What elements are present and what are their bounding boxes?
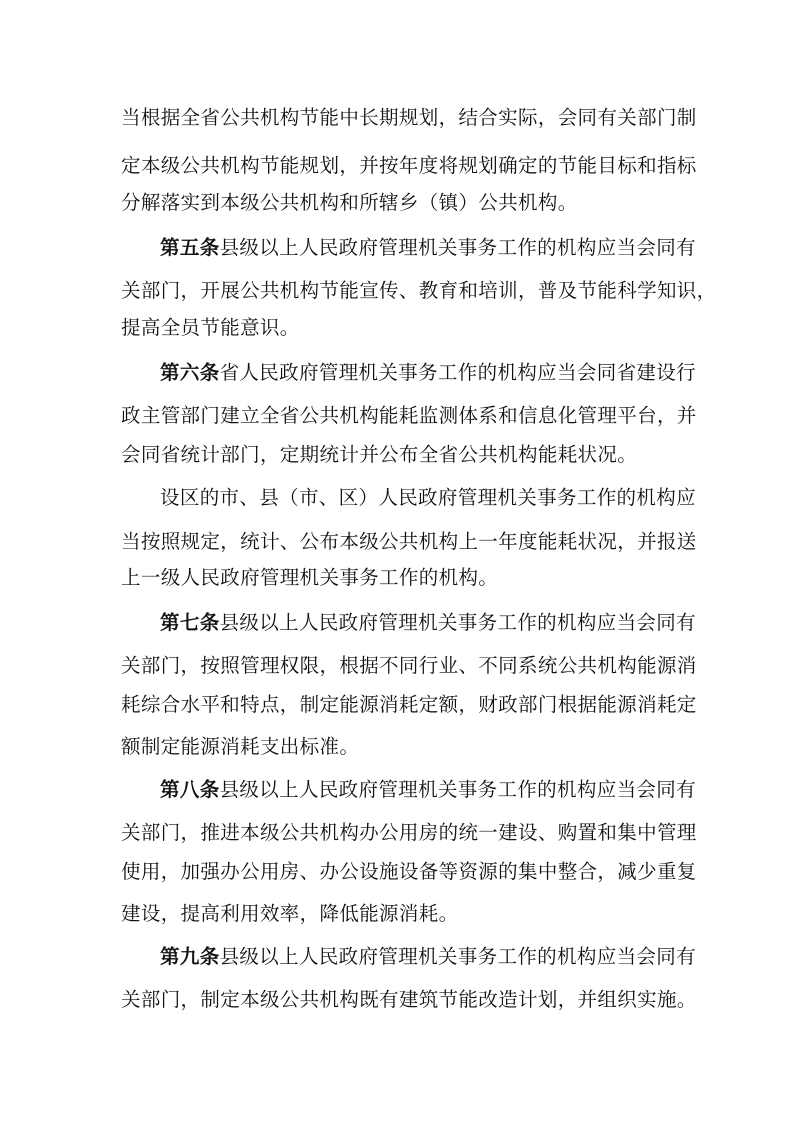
article-text: 县级以上人民政府管理机关事务工作的机构应当会同有 [219, 611, 696, 634]
article-label: 第八条 [160, 778, 220, 801]
paragraph-line: 上一级人民政府管理机关事务工作的机构。 [121, 566, 499, 589]
paragraph-line: 政主管部门建立全省公共机构能耗监测体系和信息化管理平台，并 [121, 404, 697, 427]
paragraph-line: 使用，加强办公用房、办公设施设备等资源的集中整合，减少重复 [121, 860, 697, 883]
article-9-first-line [160, 945, 696, 969]
article-label: 第七条 [160, 611, 220, 634]
article-label: 第六条 [160, 361, 220, 384]
article-text: 县级以上人民政府管理机关事务工作的机构应当会同有 [219, 778, 696, 801]
paragraph-line: 当根据全省公共机构节能中长期规划，结合实际，会同有关部门制 [121, 106, 697, 129]
paragraph-line: 关部门，制定本级公共机构既有建筑节能改造计划，并组织实施。 [121, 988, 697, 1011]
paragraph-line: 建设，提高利用效率，降低能源消耗。 [121, 902, 459, 925]
paragraph-line: 当按照规定，统计、公布本级公共机构上一年度能耗状况，并报送 [121, 530, 697, 553]
article-text: 县级以上人民政府管理机关事务工作的机构应当会同有 [219, 945, 696, 968]
paragraph-line: 会同省统计部门，定期统计并公布全省公共机构能耗状况。 [121, 443, 638, 466]
article-text: 省人民政府管理机关事务工作的机构应当会同省建设行 [219, 361, 696, 384]
paragraph-line: 关部门，开展公共机构节能宣传、教育和培训，普及节能科学知识， [121, 279, 717, 302]
article-6-first-line [160, 361, 696, 385]
article-text: 县级以上人民政府管理机关事务工作的机构应当会同有 [219, 236, 696, 259]
paragraph-line: 耗综合水平和特点，制定能源消耗定额，财政部门根据能源消耗定 [121, 693, 697, 716]
article-5-first-line [160, 236, 696, 260]
paragraph-line: 定本级公共机构节能规划，并按年度将规划确定的节能目标和指标 [121, 154, 697, 177]
article-8-first-line [160, 778, 696, 802]
paragraph-line: 关部门，按照管理权限，根据不同行业、不同系统公共机构能源消 [121, 654, 697, 677]
paragraph-line: 额制定能源消耗支出标准。 [121, 735, 360, 758]
article-label: 第五条 [160, 236, 220, 259]
paragraph-line: 分解落实到本级公共机构和所辖乡（镇）公共机构。 [121, 191, 578, 214]
article-7-first-line [160, 611, 696, 635]
paragraph-first-line: 设区的市、县（市、区）人民政府管理机关事务工作的机构应 [160, 486, 696, 509]
article-label: 第九条 [160, 945, 220, 968]
paragraph-line: 关部门，推进本级公共机构办公用房的统一建设、购置和集中管理 [121, 821, 697, 844]
paragraph-line: 提高全员节能意识。 [121, 316, 300, 339]
